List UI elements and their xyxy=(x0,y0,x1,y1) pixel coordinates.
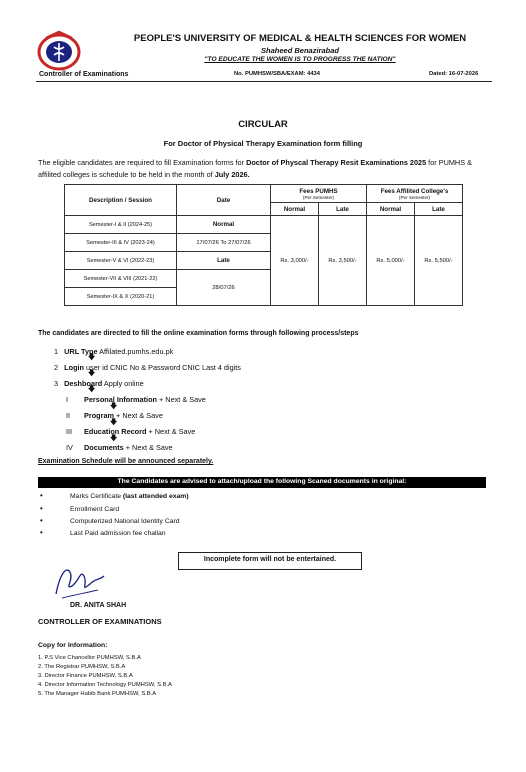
arrow-down-icon: 🡇 xyxy=(88,354,96,361)
step-url xyxy=(54,347,173,356)
fee-pumhs-late: Rs. 3,500/- xyxy=(319,216,367,306)
substep-personal xyxy=(66,395,206,404)
fee-aff-late: Rs. 5,500/- xyxy=(415,216,463,306)
step-text: Apply online xyxy=(102,379,144,388)
header-description: Description / Session xyxy=(65,185,177,216)
arrow-down-icon: 🡇 xyxy=(110,403,118,410)
per-semester-note: (Per Semester) xyxy=(398,194,431,200)
fee-schedule-table xyxy=(64,184,463,306)
copy-heading: Copy for Information: xyxy=(38,642,108,649)
step-number: 1 xyxy=(54,347,59,356)
intro-paragraph xyxy=(38,157,496,181)
semester-cell: Semester-IX & X (2020-21) xyxy=(65,288,177,306)
header-date: Date xyxy=(177,185,271,216)
normal-period-label: Normal xyxy=(177,216,271,234)
document-item xyxy=(70,493,189,500)
step-number: 2 xyxy=(54,363,59,372)
substep-label: Documents xyxy=(84,443,124,452)
document-subtitle: For Doctor of Physical Therapy Examination form filling xyxy=(163,139,363,148)
bullet-icon: • xyxy=(40,516,43,525)
substep-documents xyxy=(66,443,173,452)
bullet-icon: • xyxy=(40,528,43,537)
office-name: Controller of Examinations xyxy=(39,71,129,78)
process-heading: The candidates are directed to fill the online examination forms through following process/steps xyxy=(38,330,359,337)
semester-cell: Semester-III & IV (2023-24) xyxy=(65,234,177,252)
header-aff-normal: Normal xyxy=(367,203,415,216)
copy-item: 4. Director Information Technology PUMHSW, S.B.A xyxy=(38,682,172,688)
copy-item: 2. The Registrar PUMHSW, S.B.A xyxy=(38,664,126,670)
substep-label: Program xyxy=(84,411,115,420)
intro-program: Doctor of Physcal Therapy Resit Examinations 2025 xyxy=(246,158,427,167)
documents-heading: The Candidates are advised to attach/upload the following Scaned documents in original: xyxy=(117,478,407,485)
copy-item: 3. Director Finance PUMHSW, S.B.A xyxy=(38,673,133,679)
document-text: Marks Certificate xyxy=(70,493,123,500)
intro-month: July 2026. xyxy=(214,170,250,179)
signatory-title: CONTROLLER OF EXAMINATIONS xyxy=(38,617,162,626)
header-fees-pumhs xyxy=(271,185,367,203)
signature-image xyxy=(50,560,110,604)
signatory-name: DR. ANITA SHAH xyxy=(70,602,127,609)
step-text: user id CNIC No & Password CNIC Last 4 digits xyxy=(84,363,241,372)
substep-text: + Next & Save xyxy=(123,443,173,452)
fees-pumhs-label: Fees PUMHS xyxy=(299,187,338,195)
step-number: 3 xyxy=(54,379,59,388)
normal-period-dates: 17/07/26 To 27/07/26 xyxy=(177,234,271,252)
document-note: (last attended exam) xyxy=(122,493,189,500)
fee-aff-normal: Rs. 5,000/- xyxy=(367,216,415,306)
header-fees-affiliated xyxy=(367,185,463,203)
intro-text-1: The eligible candidates are required to fill Examination forms for xyxy=(38,158,247,167)
copy-item: 1. P.S Vice Chancellor PUMHSW, S.B.A xyxy=(38,655,141,661)
document-item: Enrollment Card xyxy=(70,506,120,513)
step-label: URL Type xyxy=(64,347,98,356)
step-login xyxy=(54,363,241,372)
date-label: Dated: 16-07-2026 xyxy=(429,71,479,77)
arrow-down-icon: 🡇 xyxy=(88,370,96,377)
fees-affiliated-label: Fees Affilited College's xyxy=(380,187,449,195)
bullet-icon: • xyxy=(40,491,43,500)
substep-label: Personal Information xyxy=(84,395,157,404)
schedule-note: Examination Schedule will be announced separately. xyxy=(38,458,214,465)
university-name: PEOPLE'S UNIVERSITY OF MEDICAL & HEALTH SCIENCES FOR WOMEN xyxy=(133,33,467,44)
arrow-down-icon: 🡇 xyxy=(110,435,118,442)
header-aff-late: Late xyxy=(415,203,463,216)
reference-number: No. PUMHSW/SBA/EXAM: 4434 xyxy=(234,71,320,77)
semester-cell: Semester-V & VI (2022-23) xyxy=(65,252,177,270)
document-item: Last Paid admission fee challan xyxy=(70,530,166,537)
fee-pumhs-normal: Rs. 3,000/- xyxy=(271,216,319,306)
step-dashboard xyxy=(54,379,144,388)
late-period-date: 28/07/26 xyxy=(177,270,271,306)
header-pumhs-late: Late xyxy=(319,203,367,216)
header-pumhs-normal: Normal xyxy=(271,203,319,216)
semester-cell: Semester-VII & VIII (2021-22) xyxy=(65,270,177,288)
step-label: Deshboard xyxy=(64,379,103,388)
intro-text-2: for PUMHS & affilited colleges is schedule to be held in the month of xyxy=(38,158,472,179)
substep-text: + Next & Save xyxy=(156,395,206,404)
copy-item: 5. The Manager Habib Bank PUMHSW, S.B.A xyxy=(38,691,157,697)
substep-number: II xyxy=(66,411,71,420)
substep-number: I xyxy=(66,395,69,404)
substep-education xyxy=(66,427,195,436)
arrow-down-icon: 🡇 xyxy=(110,419,118,426)
substep-number: III xyxy=(66,427,73,436)
header-divider xyxy=(36,81,492,82)
university-logo xyxy=(36,30,82,72)
semester-cell: Semester-I & II (2024-25) xyxy=(65,216,177,234)
step-label: Login xyxy=(64,363,85,372)
substep-text: + Next & Save xyxy=(146,427,196,436)
document-item: Computerized National Identity Card xyxy=(70,518,180,525)
bullet-icon: • xyxy=(40,504,43,513)
per-semester-note: (Per Semester) xyxy=(302,194,335,200)
substep-text: + Next & Save xyxy=(114,411,163,420)
substep-label: Education Record xyxy=(84,427,147,436)
warning-text: Incomplete form will not be entertained. xyxy=(203,556,337,563)
university-location: Shaheed Benazirabad xyxy=(261,46,339,55)
substep-number: IV xyxy=(66,443,73,452)
step-text: Affilated.pumhs.edu.pk xyxy=(97,347,174,356)
arrow-down-icon: 🡇 xyxy=(88,386,96,393)
university-motto: "TO EDUCATE THE WOMEN IS TO PROGRESS THE NATION" xyxy=(204,56,396,63)
document-title: CIRCULAR xyxy=(238,119,288,130)
late-period-label: Late xyxy=(177,252,271,270)
